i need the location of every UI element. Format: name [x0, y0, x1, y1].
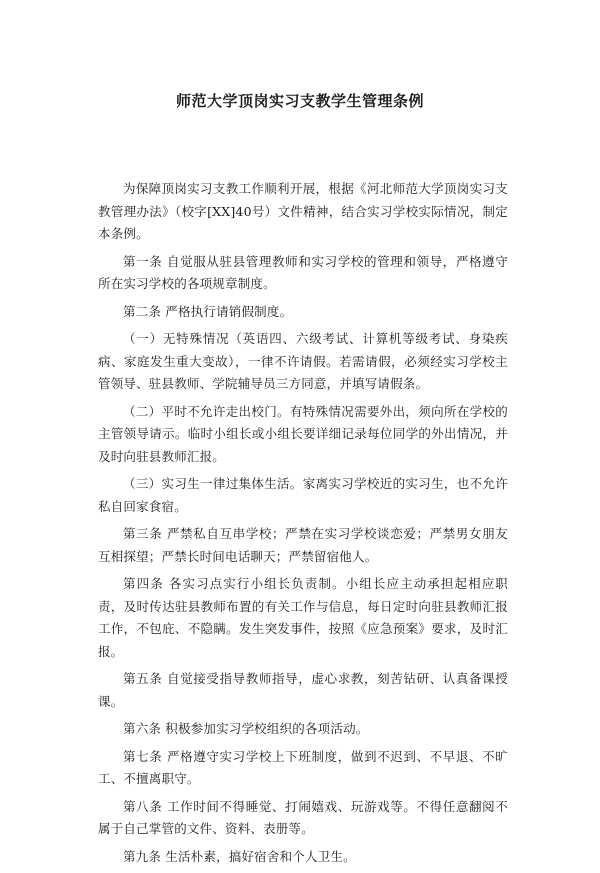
paragraph-article-7: 第七条 严格遵守实习学校上下班制度，做到不迟到、不早退、不旷工、不擅离职守。 [98, 748, 508, 786]
paragraph-article-5: 第五条 自觉接受指导教师指导，虚心求教，刻苦钻研、认真备课授课。 [98, 671, 508, 709]
document-title: 师范大学顶岗实习支教学生管理条例 [175, 92, 424, 110]
paragraph-article-2-item-2: （二）平时不允许走出校门。有特殊情况需要外出，须向所在学校的主管领导请示。临时小组长或小组长要详细记录每位同学的外出情况，并及时向驻县教师汇报。 [98, 403, 508, 464]
paragraph-article-6: 第六条 积极参加实习学校组织的各项活动。 [123, 721, 369, 736]
paragraph-article-2: 第二条 严格执行请销假制度。 [123, 303, 293, 319]
paragraph-article-1: 第一条 自觉服从驻县管理教师和实习学校的管理和领导，严格遵守所在实习学校的各项规章制度。 [98, 253, 508, 291]
paragraph-article-3: 第三条 严禁私自互串学校；严禁在实习学校谈恋爱；严禁男女朋友互相探望；严禁长时间电话聊天；严禁留宿他人。 [98, 526, 508, 564]
paragraph-article-4: 第四条 各实习点实行小组长负责制。小组长应主动承担起相应职责，及时传达驻县教师布置的有关工作与信息，每日定时向驻县教师汇报工作，不包庇、不隐瞒。发生突发事件，按照《应急预案》要求，及时汇报。 [98, 576, 508, 659]
paragraph-article-8: 第八条 工作时间不得睡觉、打闹嬉戏、玩游戏等。不得任意翻阅不属于自己掌管的文件、资料、表册等。 [98, 798, 508, 836]
paragraph-article-2-item-3: （三）实习生一律过集体生活。家离实习学校近的实习生，也不允许私自回家食宿。 [98, 476, 508, 514]
document-body [98, 178, 508, 873]
paragraph-intro: 为保障顶岗实习支教工作顺利开展，根据《河北师范大学顶岗实习支教管理办法》（校字[XX]40号）文件精神，结合实习学校实际情况，制定本条例。 [98, 181, 508, 241]
paragraph-article-9: 第九条 生活朴素，搞好宿舍和个人卫生。 [123, 848, 356, 864]
paragraph-article-2-item-1: （一）无特殊情况（英语四、六级考试、计算机等级考试、身染疾病、家庭发生重大变故），一律不许请假。若需请假，必须经实习学校主管领导、驻县教师、学院辅导员三方同意，并填写请假条。 [98, 331, 508, 391]
